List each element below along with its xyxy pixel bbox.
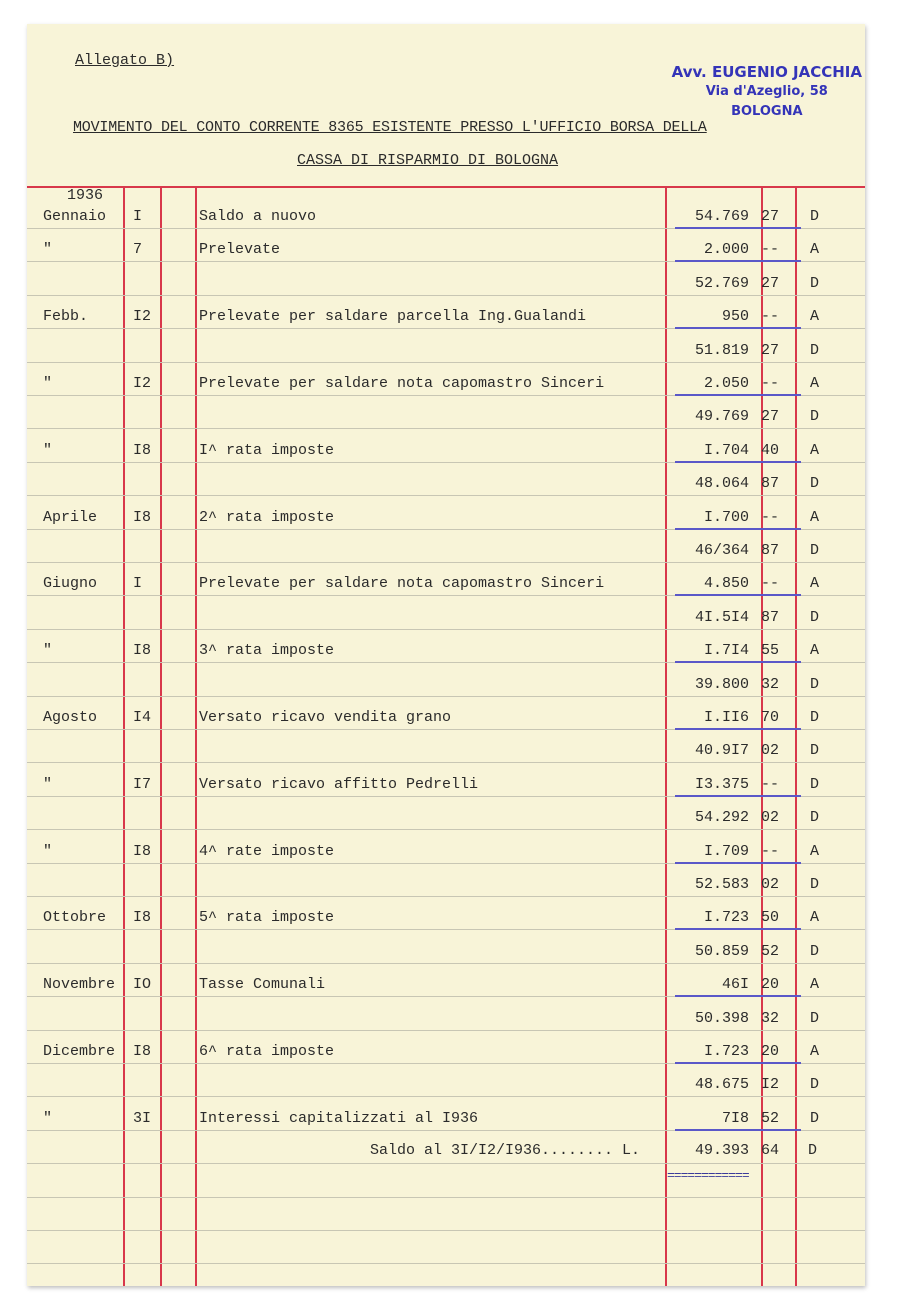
amount-underline: [675, 528, 801, 530]
row-month: Agosto: [43, 709, 98, 726]
row-cents: 55: [761, 642, 780, 659]
row-month: Dicembre: [43, 1043, 116, 1060]
ruled-line: [27, 896, 865, 897]
row-amount: 54.292: [694, 809, 749, 826]
row-description: Prelevate per saldare parcella Ing.Gualandi: [199, 308, 587, 325]
row-amount: I.700: [703, 509, 749, 526]
row-sign: A: [810, 642, 820, 659]
row-description: Prelevate per saldare nota capomastro Sinceri: [199, 375, 605, 392]
row-day: I4: [133, 709, 152, 726]
row-amount: 7I8: [721, 1110, 749, 1127]
row-amount: 50.398: [694, 1010, 749, 1027]
amount-underline: [675, 928, 801, 930]
row-cents: 02: [761, 809, 780, 826]
row-description: 3^ rata imposte: [199, 642, 335, 659]
row-amount: I.723: [703, 909, 749, 926]
row-sign: D: [810, 475, 820, 492]
row-sign: A: [810, 442, 820, 459]
row-amount: I3.375: [694, 776, 749, 793]
row-description: Tasse Comunali: [199, 976, 326, 993]
row-day: I7: [133, 776, 152, 793]
row-cents: 02: [761, 742, 780, 759]
row-cents: 52: [761, 943, 780, 960]
row-day: I8: [133, 509, 152, 526]
row-amount: 2.050: [703, 375, 749, 392]
row-amount: 950: [721, 308, 749, 325]
ruled-line: [27, 829, 865, 830]
row-cents: 02: [761, 876, 780, 893]
row-amount: 2.000: [703, 241, 749, 258]
row-cents: 27: [761, 208, 780, 225]
row-amount: 52.769: [694, 275, 749, 292]
row-cents: 87: [761, 475, 780, 492]
row-amount: 39.800: [694, 676, 749, 693]
row-sign: A: [810, 575, 820, 592]
ruled-line: [27, 362, 865, 363]
row-cents: 52: [761, 1110, 780, 1127]
stamp-name: Avv. EUGENIO JACCHIA: [671, 63, 862, 81]
row-cents: 50: [761, 909, 780, 926]
row-amount: 4.850: [703, 575, 749, 592]
total-label: Saldo al 3I/I2/I936........ L.: [370, 1142, 641, 1159]
ruled-line: [27, 595, 865, 596]
row-day: I: [133, 208, 143, 225]
ruled-line: [27, 1163, 865, 1164]
ruled-line: [27, 963, 865, 964]
row-sign: D: [810, 609, 820, 626]
row-sign: A: [810, 241, 820, 258]
row-amount: 54.769: [694, 208, 749, 225]
document-title-line2: CASSA DI RISPARMIO DI BOLOGNA: [297, 152, 559, 169]
row-sign: A: [810, 976, 820, 993]
ruled-line: [27, 1263, 865, 1264]
row-day: I2: [133, 308, 152, 325]
row-sign: A: [810, 509, 820, 526]
row-month: ": [43, 375, 53, 392]
row-amount: I.709: [703, 843, 749, 860]
row-sign: D: [810, 1076, 820, 1093]
row-day: I8: [133, 442, 152, 459]
document-title-line1: MOVIMENTO DEL CONTO CORRENTE 8365 ESISTENTE PRESSO L'UFFICIO BORSA DELLA: [73, 119, 707, 136]
column-divider-description: [195, 188, 197, 1286]
row-sign: D: [810, 709, 820, 726]
row-month: Novembre: [43, 976, 116, 993]
row-cents: 27: [761, 342, 780, 359]
row-day: IO: [133, 976, 152, 993]
row-month: Febb.: [43, 308, 89, 325]
row-cents: --: [761, 509, 780, 526]
row-cents: 20: [761, 976, 780, 993]
row-cents: 70: [761, 709, 780, 726]
row-month: Gennaio: [43, 208, 107, 225]
amount-underline: [675, 1129, 801, 1131]
row-sign: D: [810, 408, 820, 425]
amount-underline: [675, 862, 801, 864]
row-sign: A: [810, 909, 820, 926]
row-cents: 87: [761, 609, 780, 626]
row-cents: --: [761, 375, 780, 392]
amount-underline: [675, 594, 801, 596]
row-month: Aprile: [43, 509, 98, 526]
row-description: Prelevate per saldare nota capomastro Sinceri: [199, 575, 605, 592]
row-sign: A: [810, 308, 820, 325]
column-divider-day: [160, 188, 162, 1286]
ruled-line: [27, 1030, 865, 1031]
row-cents: 27: [761, 275, 780, 292]
ruled-line: [27, 495, 865, 496]
ruled-line: [27, 762, 865, 763]
row-day: I8: [133, 843, 152, 860]
amount-underline: [675, 461, 801, 463]
row-day: I2: [133, 375, 152, 392]
row-sign: D: [810, 676, 820, 693]
row-amount: 51.819: [694, 342, 749, 359]
row-month: Ottobre: [43, 909, 107, 926]
row-sign: D: [810, 208, 820, 225]
row-cents: 40: [761, 442, 780, 459]
row-sign: D: [810, 1110, 820, 1127]
row-description: I^ rata imposte: [199, 442, 335, 459]
column-divider-sign: [795, 188, 797, 1286]
total-sign: D: [808, 1142, 818, 1159]
ruled-line: [27, 428, 865, 429]
row-month: ": [43, 642, 53, 659]
amount-underline: [675, 661, 801, 663]
row-amount: 46/364: [694, 542, 749, 559]
row-day: I8: [133, 909, 152, 926]
row-cents: I2: [761, 1076, 780, 1093]
row-amount: I.7I4: [703, 642, 749, 659]
row-day: 7: [133, 241, 143, 258]
row-description: 6^ rata imposte: [199, 1043, 335, 1060]
row-cents: --: [761, 575, 780, 592]
ruled-line: [27, 629, 865, 630]
row-amount: I.723: [703, 1043, 749, 1060]
row-amount: 48.064: [694, 475, 749, 492]
row-amount: 49.769: [694, 408, 749, 425]
amount-underline: [675, 394, 801, 396]
amount-underline: [675, 260, 801, 262]
stamp-address: Via d'Azeglio, 58: [705, 84, 828, 99]
document-page: [27, 24, 865, 1286]
row-cents: 27: [761, 408, 780, 425]
total-double-rule: ============: [667, 1168, 749, 1183]
annex-label: Allegato B): [75, 52, 175, 69]
row-description: Versato ricavo vendita grano: [199, 709, 452, 726]
row-sign: D: [810, 1010, 820, 1027]
row-sign: D: [810, 275, 820, 292]
row-sign: A: [810, 843, 820, 860]
row-day: 3I: [133, 1110, 152, 1127]
row-cents: 87: [761, 542, 780, 559]
ruled-line: [27, 261, 865, 262]
lawyer-stamp: [672, 62, 862, 122]
row-description: 4^ rate imposte: [199, 843, 335, 860]
row-amount: 40.9I7: [694, 742, 749, 759]
ruled-line: [27, 1197, 865, 1198]
row-cents: 32: [761, 676, 780, 693]
year-label: 1936: [67, 187, 104, 204]
row-sign: A: [810, 375, 820, 392]
row-sign: D: [810, 342, 820, 359]
row-cents: --: [761, 776, 780, 793]
row-amount: 50.859: [694, 943, 749, 960]
ruled-line: [27, 1096, 865, 1097]
row-month: ": [43, 776, 53, 793]
amount-underline: [675, 795, 801, 797]
row-sign: D: [810, 876, 820, 893]
row-month: ": [43, 843, 53, 860]
row-sign: D: [810, 809, 820, 826]
row-sign: D: [810, 776, 820, 793]
row-cents: 32: [761, 1010, 780, 1027]
row-month: ": [43, 241, 53, 258]
amount-underline: [675, 327, 801, 329]
total-amount: 49.393: [694, 1142, 749, 1159]
row-amount: I.704: [703, 442, 749, 459]
stamp-city: BOLOGNA: [731, 104, 803, 119]
row-cents: 20: [761, 1043, 780, 1060]
row-month: Giugno: [43, 575, 98, 592]
header-rule: [27, 186, 865, 188]
total-cents: 64: [761, 1142, 780, 1159]
row-sign: D: [810, 742, 820, 759]
row-description: Versato ricavo affitto Pedrelli: [199, 776, 479, 793]
ruled-line: [27, 295, 865, 296]
row-description: Saldo a nuovo: [199, 208, 317, 225]
row-amount: I.II6: [703, 709, 749, 726]
row-amount: 48.675: [694, 1076, 749, 1093]
row-description: 2^ rata imposte: [199, 509, 335, 526]
row-cents: --: [761, 843, 780, 860]
row-day: I: [133, 575, 143, 592]
row-sign: D: [810, 542, 820, 559]
ruled-line: [27, 929, 865, 930]
amount-underline: [675, 1062, 801, 1064]
row-amount: 52.583: [694, 876, 749, 893]
amount-underline: [675, 995, 801, 997]
row-description: Interessi capitalizzati al I936: [199, 1110, 479, 1127]
row-description: Prelevate: [199, 241, 281, 258]
row-cents: --: [761, 241, 780, 258]
column-divider-month: [123, 188, 125, 1286]
row-description: 5^ rata imposte: [199, 909, 335, 926]
row-sign: A: [810, 1043, 820, 1060]
row-cents: --: [761, 308, 780, 325]
amount-underline: [675, 227, 801, 229]
ruled-line: [27, 562, 865, 563]
row-amount: 4I.5I4: [694, 609, 749, 626]
amount-underline: [675, 728, 801, 730]
row-month: ": [43, 1110, 53, 1127]
ruled-line: [27, 696, 865, 697]
row-day: I8: [133, 1043, 152, 1060]
row-day: I8: [133, 642, 152, 659]
row-amount: 46I: [721, 976, 749, 993]
ruled-line: [27, 1230, 865, 1231]
row-sign: D: [810, 943, 820, 960]
row-month: ": [43, 442, 53, 459]
